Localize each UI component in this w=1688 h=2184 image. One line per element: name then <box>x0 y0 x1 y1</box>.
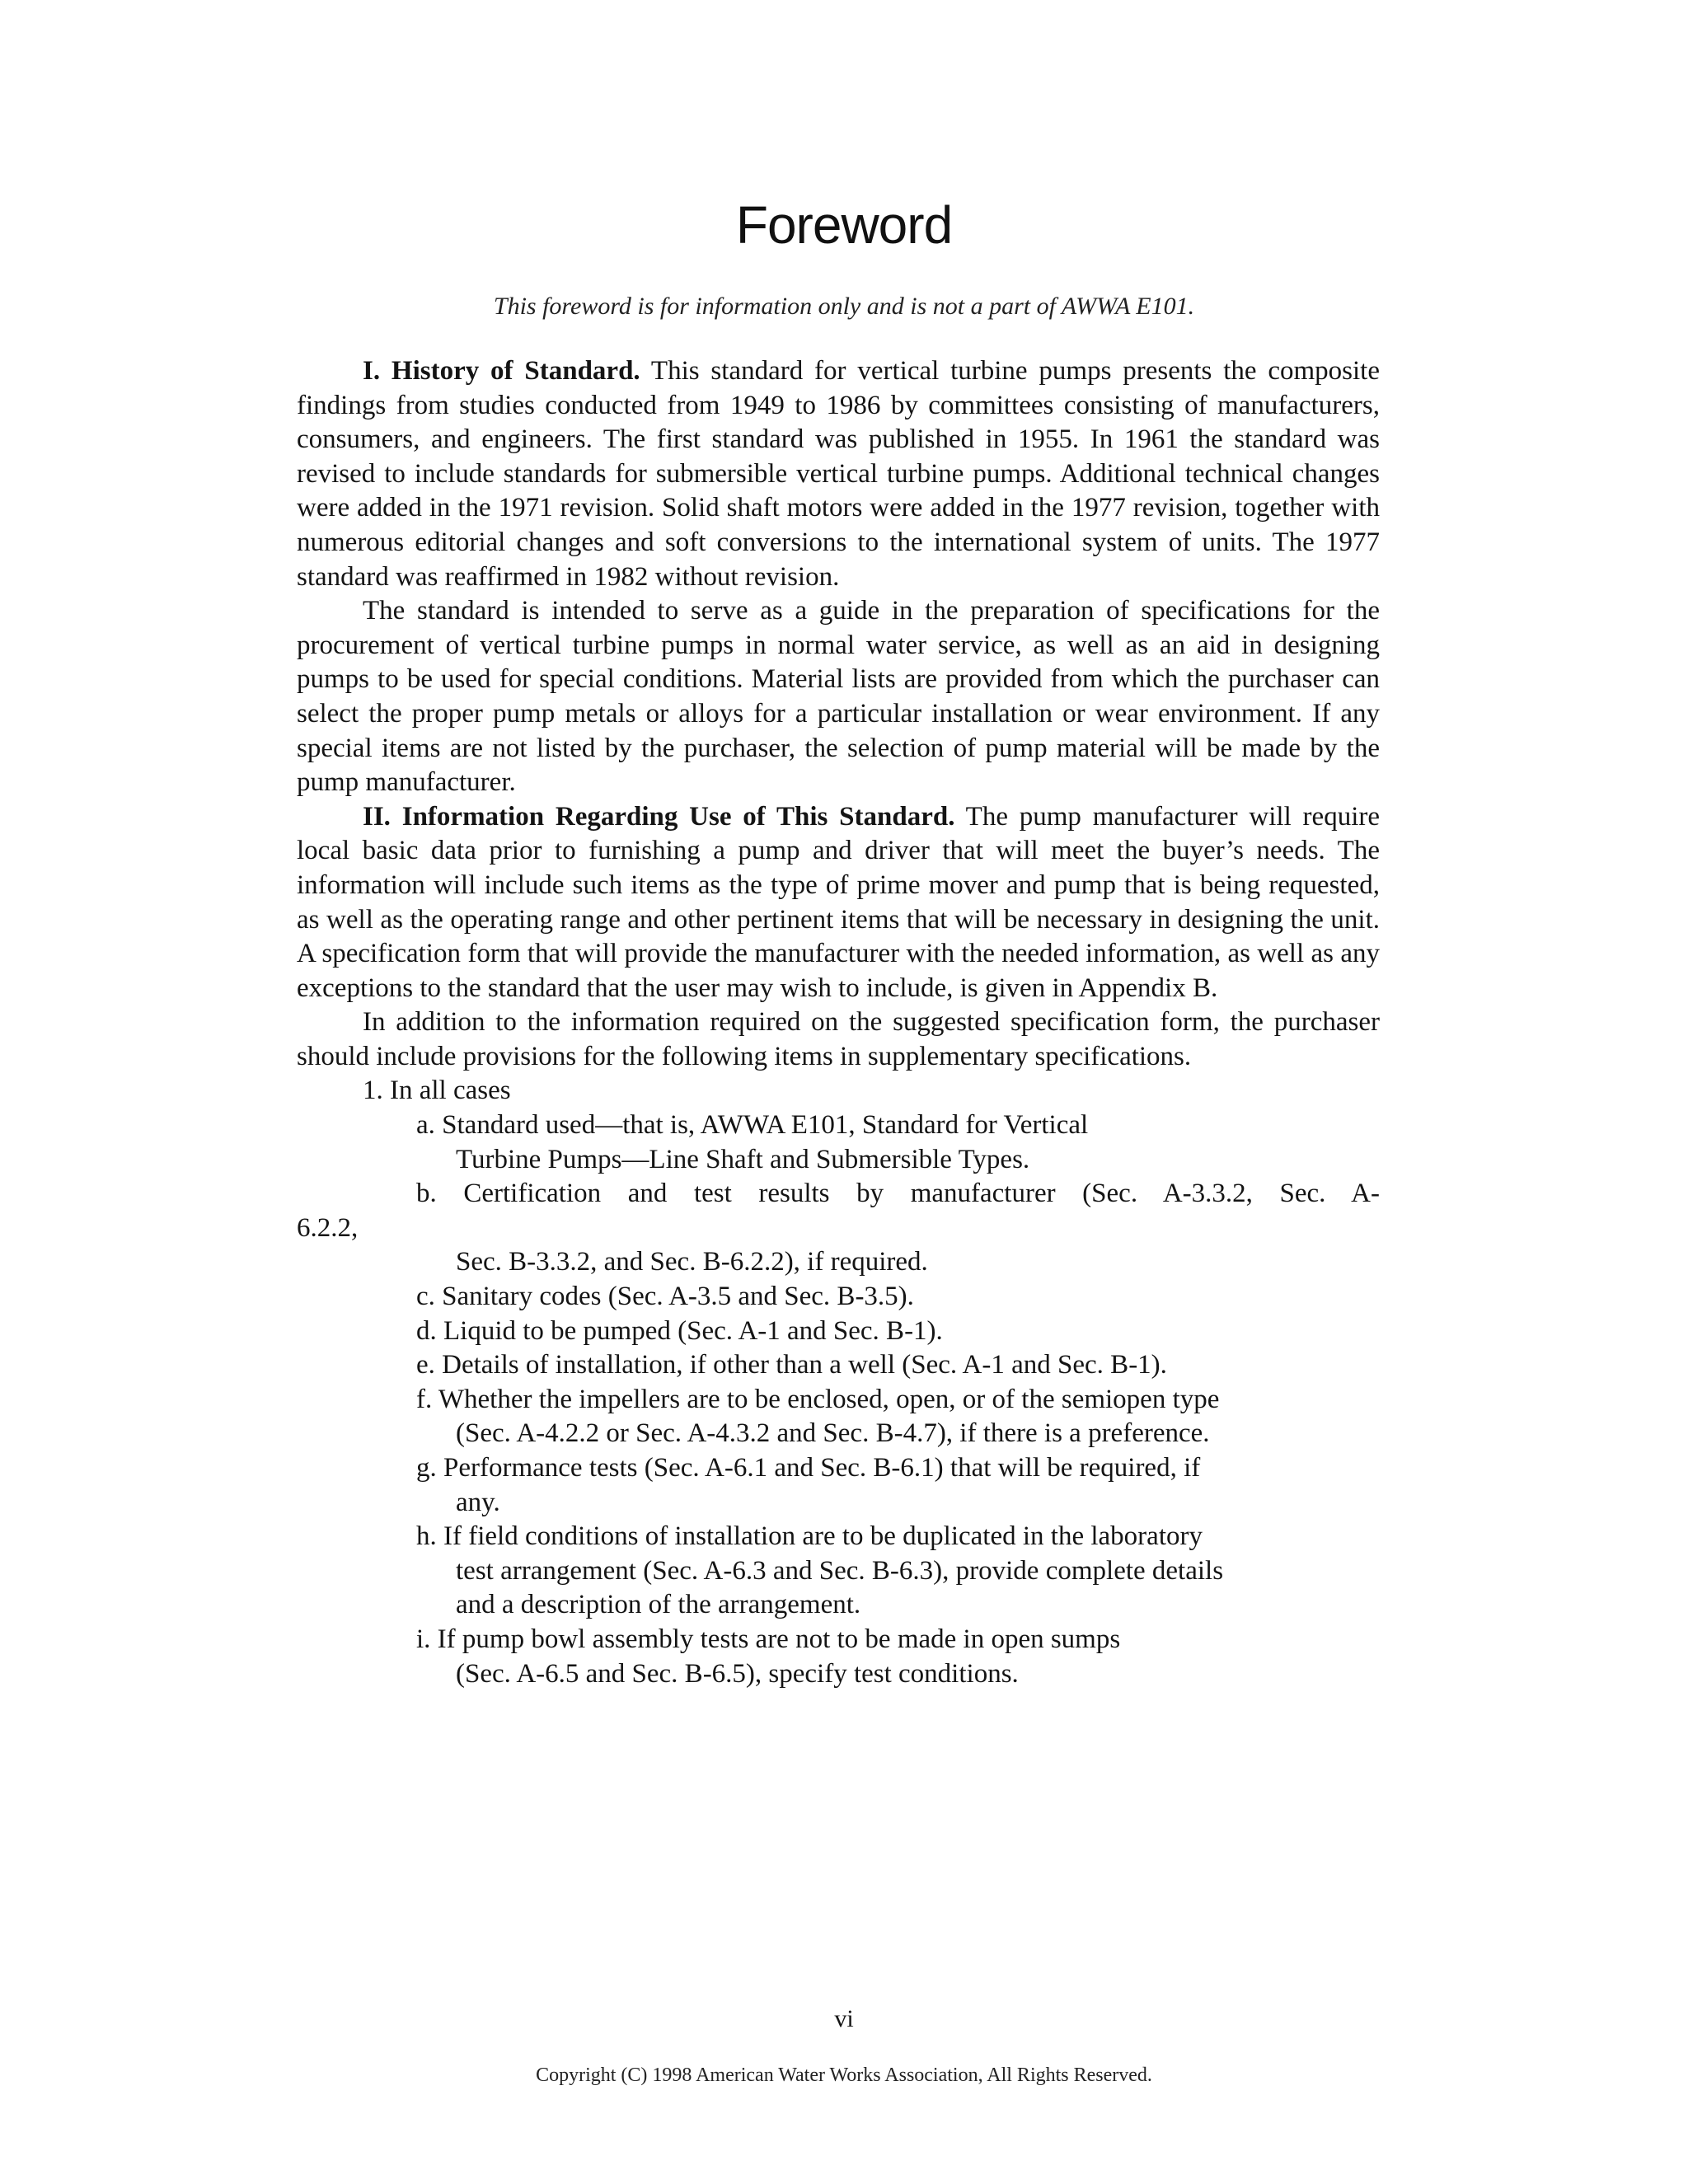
list-item-continuation: Sec. B-3.3.2, and Sec. B-6.2.2), if required. <box>456 1247 928 1277</box>
document-body <box>297 354 1380 1691</box>
list-item: g. Performance tests (Sec. A-6.1 and Sec. B-6.1) that will be required, if <box>416 1453 1201 1483</box>
list-item-continuation: test arrangement (Sec. A-6.3 and Sec. B-6.3), provide complete details <box>456 1555 1224 1586</box>
page-number: vi <box>834 2005 854 2032</box>
section-use-paragraph-2: In addition to the information required on the suggested specification form, the purchaser should include provisions for the following items in supplementary specifications. <box>297 1007 1380 1071</box>
supplementary-list <box>297 1074 1380 1691</box>
page-title: Foreword <box>735 195 953 255</box>
foreword-note: This foreword is for information only and is not a part of AWWA E101. <box>493 293 1195 320</box>
list-item-continuation: (Sec. A-6.5 and Sec. B-6.5), specify test conditions. <box>456 1658 1019 1689</box>
section-history-paragraph-2: The standard is intended to serve as a guide in the preparation of specifications for the procurement of vertical turbine pumps in normal water service, as well as an aid in designing pumps to be used for special conditions. Material lists are provided from which the purchaser can select the proper pump metals or alloys for a particular installation or wear environment. If any special items are not listed by the purchaser, the selection of pump material will be made by the pump manufacturer. <box>297 596 1380 798</box>
list-item: b. Certification and test results by manufacturer (Sec. A-3.3.2, Sec. A- <box>416 1179 1380 1209</box>
list-item: i. If pump bowl assembly tests are not to be made in open sumps <box>416 1624 1121 1654</box>
list-item: a. Standard used—that is, AWWA E101, Standard for Vertical <box>416 1110 1089 1141</box>
list-item: c. Sanitary codes (Sec. A-3.5 and Sec. B-3.5). <box>416 1282 914 1312</box>
section-use-paragraph <box>297 800 1380 1006</box>
list-item-continuation: and a description of the arrangement. <box>456 1590 861 1620</box>
section-history-text: This standard for vertical turbine pumps presents the composite findings from studies conducted from 1949 to 1986 by committees consisting of manufacturers, consumers, and engineers. The first standard was published in 1955. In 1961 the standard was revised to include standards for submersible vertical turbine pumps. Additional technical changes were added in the 1971 revision. Solid shaft motors were added in the 1977 revision, together with numerous editorial changes and soft conversions to the international system of units. The 1977 standard was reaffirmed in 1982 without revision. <box>297 356 1380 592</box>
section-use-text: The pump manufacturer will require local basic data prior to furnishing a pump and driver that will meet the buyer’s needs. The information will include such items as the type of prime mover and pump that is being requested, as well as the operating range and other pertinent items that will be necessary in designing the unit. A specification form that will provide the manufacturer with the needed information, as well as any exceptions to the standard that the user may wish to include, is given in Appendix B. <box>297 801 1380 1003</box>
list-item: 1. In all cases <box>363 1076 511 1106</box>
list-item: h. If field conditions of installation are to be duplicated in the laboratory <box>416 1521 1203 1552</box>
section-history-paragraph <box>297 354 1380 594</box>
list-item: e. Details of installation, if other than a well (Sec. A-1 and Sec. B-1). <box>416 1350 1167 1380</box>
list-item: d. Liquid to be pumped (Sec. A-1 and Sec. B-1). <box>416 1315 943 1346</box>
list-item-continuation: any. <box>456 1487 500 1517</box>
list-item-continuation: (Sec. A-4.2.2 or Sec. A-4.3.2 and Sec. B-4.7), if there is a preference. <box>456 1418 1210 1449</box>
list-item-continuation: Turbine Pumps—Line Shaft and Submersible Types. <box>456 1144 1030 1174</box>
copyright-notice: Copyright (C) 1998 American Water Works Association, All Rights Reserved. <box>536 2064 1152 2086</box>
list-item: f. Whether the impellers are to be enclosed, open, or of the semiopen type <box>416 1384 1220 1414</box>
section-history-heading: I. History of Standard. <box>363 356 640 386</box>
list-item-continuation: 6.2.2, <box>297 1212 359 1243</box>
section-use-heading: II. Information Regarding Use of This Standard. <box>363 801 955 832</box>
